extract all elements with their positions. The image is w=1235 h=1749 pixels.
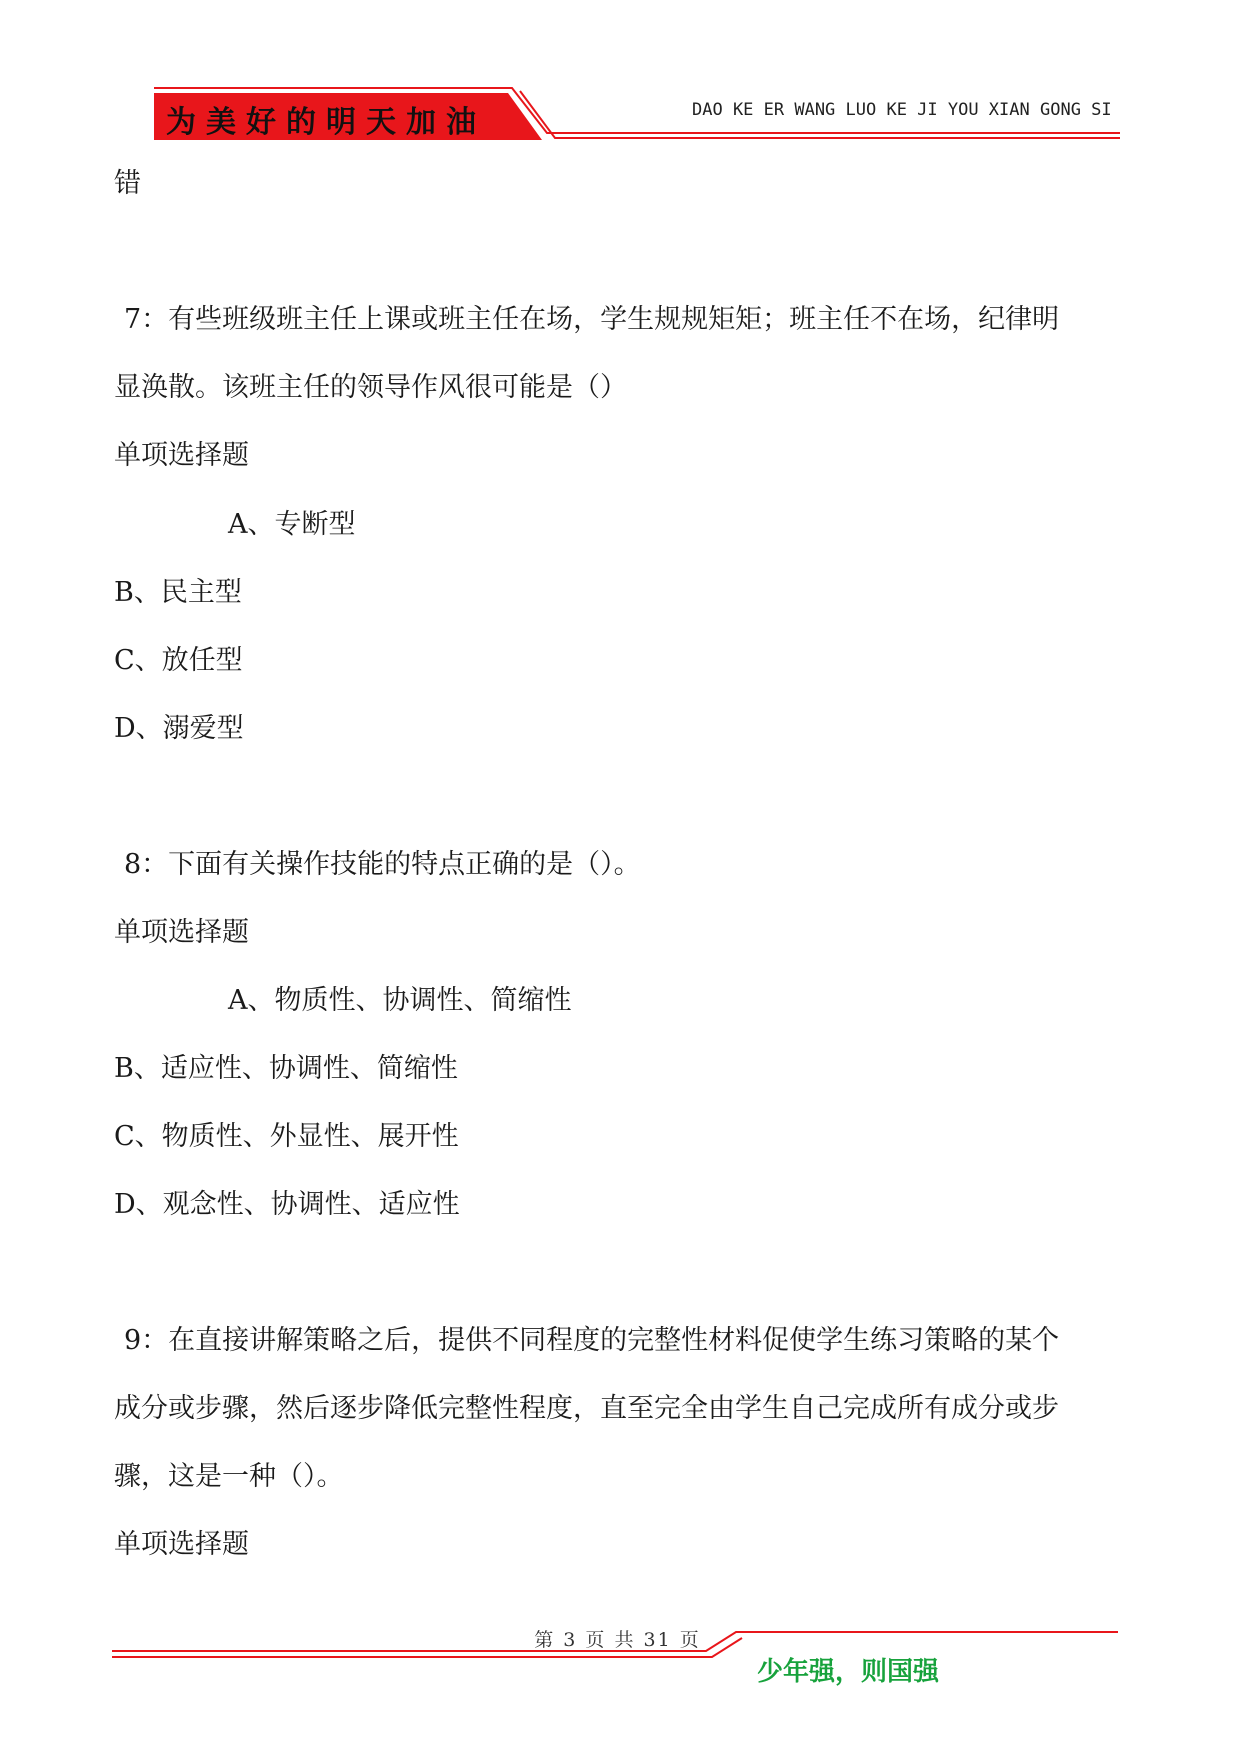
question-9-stem-line1: 9：在直接讲解策略之后，提供不同程度的完整性材料促使学生练习策略的某个 (124, 1325, 1060, 1356)
question-9-stem-line2: 成分或步骤，然后逐步降低完整性程度，直至完全由学生自己完成所有成分或步 (114, 1393, 1059, 1424)
question-8-option-a: A、物质性、协调性、简缩性 (228, 985, 572, 1016)
question-9-stem-line3: 骤，这是一种（）。 (114, 1461, 344, 1492)
question-9-type: 单项选择题 (114, 1529, 249, 1560)
question-8-option-b: B、适应性、协调性、简缩性 (114, 1053, 458, 1084)
question-7-stem-line1: 7：有些班级班主任上课或班主任在场，学生规规矩矩；班主任不在场，纪律明 (124, 304, 1060, 335)
question-7-type: 单项选择题 (114, 440, 249, 471)
header-company-name: DAO KE ER WANG LUO KE JI YOU XIAN GONG SI (692, 100, 1112, 120)
previous-answer: 错 (114, 168, 141, 199)
footer-rule-bottom (112, 1638, 742, 1657)
question-7-option-a: A、专断型 (228, 509, 356, 540)
footer-slogan: 少年强，则国强 (757, 1657, 940, 1687)
question-7-option-c: C、放任型 (114, 645, 243, 676)
question-7-stem-line2: 显涣散。该班主任的领导作风很可能是（） (114, 372, 627, 403)
question-8-stem-line1: 8：下面有关操作技能的特点正确的是（）。 (124, 849, 641, 880)
question-7-option-b: B、民主型 (114, 577, 242, 608)
footer-page-number: 第 3 页 共 31 页 (534, 1629, 701, 1651)
question-8-option-d: D、观念性、协调性、适应性 (114, 1189, 460, 1220)
question-7-option-d: D、溺爱型 (114, 713, 244, 744)
footer-rule-top (112, 1632, 1118, 1651)
header-banner-text: 为美好的明天加油 (166, 105, 486, 140)
question-8-type: 单项选择题 (114, 917, 249, 948)
question-8-option-c: C、物质性、外显性、展开性 (114, 1121, 459, 1152)
